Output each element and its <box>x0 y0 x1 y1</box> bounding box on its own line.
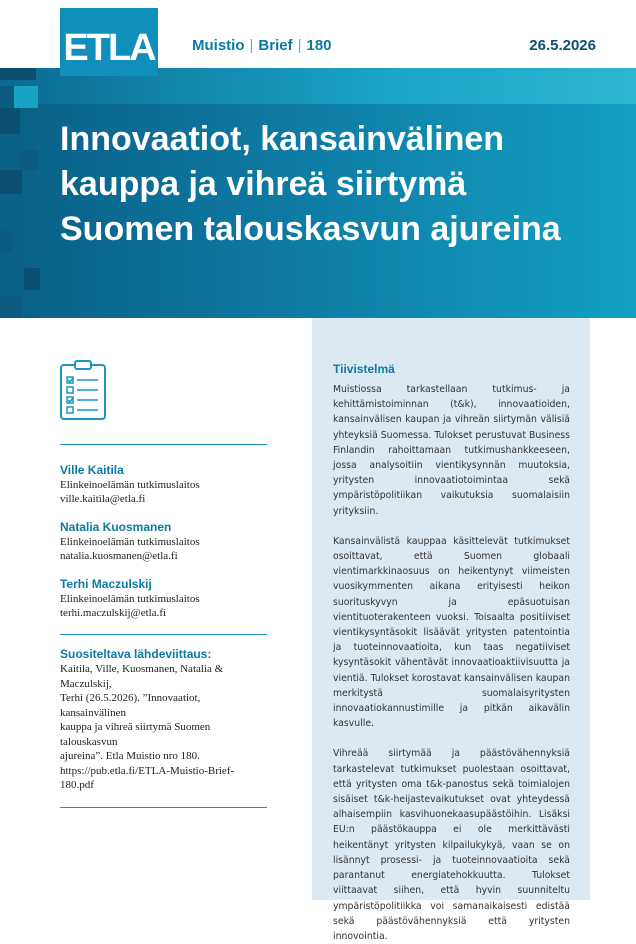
author-name: Ville Kaitila <box>60 463 124 477</box>
clipboard-checklist-icon <box>60 360 106 420</box>
logo-text: ETLA <box>63 27 155 69</box>
citation-line: Kaitila, Ville, Kuosmanen, Natalia & Maczulskij, <box>60 663 224 690</box>
author-block <box>60 463 267 506</box>
sidebar-info <box>60 360 267 808</box>
title-line: kauppa ja vihreä siirtymä <box>60 165 467 203</box>
etla-logo <box>60 8 158 76</box>
series-separator: | <box>297 37 302 54</box>
summary-paragraph: Vihreää siirtymää ja päästövähennyksiä tarkastelevat tutkimukset puolestaan osoittavat, että yritysten oma t&k-panostus sekä toimialojen sisäiset t&k-heijastevaikutukset ovat yhteydessä alhaisempiin kasvihuonekaasupäästöihin. Lisäksi EU:n päästökauppa ei ole merkittävästi heikentänyt yritysten kilpailukykyä, vaan se on lisännyt prosessi- ja tuoteinnovaatioita sekä parantanut energiatehokkuutta. Tulokset viittaavat siihen, että hyvin suunniteltu ympäristöpolitiikka voi samanaikaisesti edistää sekä päästövähennyksiä että yritysten innovointia. <box>333 748 570 942</box>
decor-square <box>20 150 38 170</box>
summary-paragraph: Muistiossa tarkastellaan tutkimus- ja kehittämistoiminnan (t&k), innovaatioiden, kansainvälisen kaupan ja vihreän siirtymän välisiä yhteyksiä Suomessa. Tulokset perustuvat Business Finlandin rahoittamaan tutkimushankkeeseen, jossa analysoitiin vientikysynnän muutoksia, yritysten innovaatiotoimintaa sekä ympäristöpolitiikan vaikutuksia suomalaisiin yrityksiin. <box>333 384 570 517</box>
title-line: Suomen talouskasvun ajureina <box>60 210 561 248</box>
summary-paragraph: Kansainvälistä kauppaa käsittelevät tutkimukset osoittavat, että Suomen globaali vientimarkkinaosuus on heikentynyt viimeisten vuosikymmenten aikana erityisesti heikon suorituskyvyn ja epäsuotuisan vientituoterakenteen vuoksi. Toisaalta positiiviset vientikysyntäsokit lisäävät yritysten patentointia ja tuoteinnovaatioita, kun taas negatiiviset kysyntäsokit vähentävät innovaatioaktiivisuutta ja vientiä. Tulokset korostavat kansainvälisen kaupan merkitystä suomalaisyritysten innovaatiokannustimille ja pitkän aikavälin kasvulle. <box>333 535 570 730</box>
publication-date: 26.5.2026 <box>529 37 596 54</box>
citation-heading: Suositeltava lähdeviittaus: <box>60 647 212 661</box>
series-type: Muistio <box>192 37 245 54</box>
series-label <box>192 37 332 54</box>
citation-line: Terhi (26.5.2026). ”Innovaatiot, kansainvälinen <box>60 692 201 719</box>
summary-panel <box>312 318 590 942</box>
author-org: Elinkeinoelämän tutkimuslaitos <box>60 536 200 548</box>
decor-square <box>0 170 22 194</box>
divider <box>60 807 267 808</box>
author-email[interactable]: terhi.maczulskij@etla.fi <box>60 607 167 619</box>
author-org: Elinkeinoelämän tutkimuslaitos <box>60 479 200 491</box>
author-email[interactable]: natalia.kuosmanen@etla.fi <box>60 550 178 562</box>
citation-block <box>60 647 267 793</box>
author-block <box>60 520 267 563</box>
page-title <box>60 117 620 252</box>
citation-line: ajureina”. Etla Muistio nro 180. <box>60 750 200 762</box>
decor-square <box>0 230 12 252</box>
decor-square <box>0 108 20 134</box>
author-org: Elinkeinoelämän tutkimuslaitos <box>60 593 200 605</box>
decor-square <box>0 296 22 318</box>
title-line: Innovaatiot, kansainvälinen <box>60 120 505 158</box>
divider <box>60 444 267 445</box>
series-number: 180 <box>306 37 332 54</box>
series-lang: Brief <box>258 37 293 54</box>
summary-heading: Tiivistelmä <box>333 362 395 376</box>
decor-square <box>24 268 40 290</box>
author-name: Natalia Kuosmanen <box>60 520 172 534</box>
author-name: Terhi Maczulskij <box>60 577 152 591</box>
series-separator: | <box>249 37 254 54</box>
decor-square <box>0 86 14 108</box>
divider <box>60 634 267 635</box>
citation-line: kauppa ja vihreä siirtymä Suomen talouskasvun <box>60 721 211 748</box>
citation-url[interactable]: https://pub.etla.fi/ETLA-Muistio-Brief-180.pdf <box>60 764 235 791</box>
decor-square <box>14 86 38 108</box>
author-email[interactable]: ville.kaitila@etla.fi <box>60 493 146 505</box>
author-block <box>60 577 267 620</box>
decor-square <box>0 68 36 80</box>
